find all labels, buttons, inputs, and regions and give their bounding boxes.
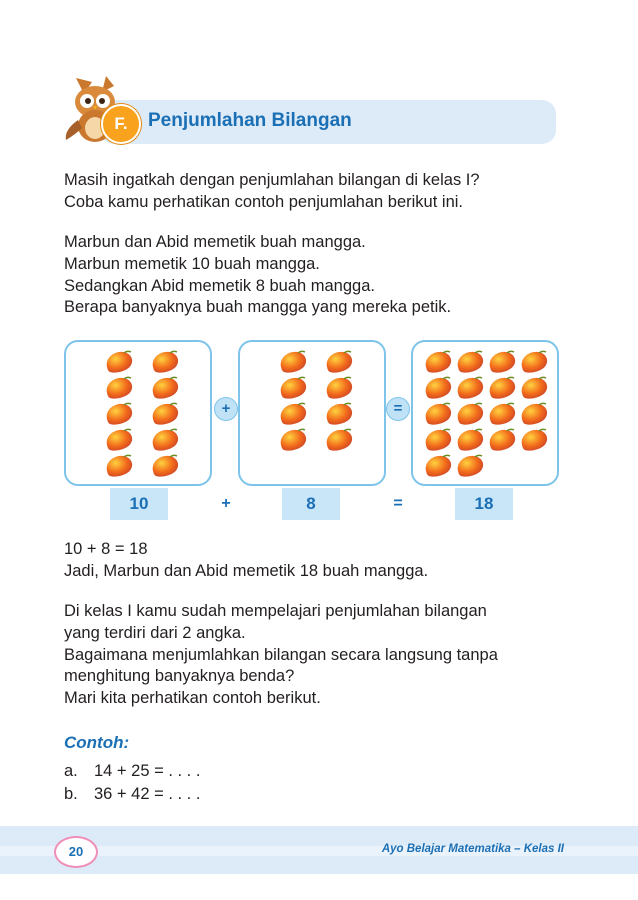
example-letter: a. <box>64 762 78 780</box>
intro-paragraph <box>64 170 480 214</box>
mango-icon <box>278 402 308 426</box>
text-line: Marbun memetik 10 buah mangga. <box>64 254 320 273</box>
mango-icon <box>278 376 308 400</box>
book-title: Ayo Belajar Matematika – Kelas II <box>381 843 564 855</box>
mango-box-total <box>411 340 559 486</box>
text-line: menghitung banyaknya benda? <box>64 667 295 686</box>
mango-icon <box>150 402 180 426</box>
mango-icon <box>423 376 453 400</box>
examples-list <box>64 760 200 806</box>
explain-paragraph <box>64 601 498 710</box>
mango-icon <box>104 376 134 400</box>
mango-icon <box>423 402 453 426</box>
mango-icon <box>104 428 134 452</box>
text-line: Masih ingatkah dengan penjumlahan bilangan di kelas I? <box>64 171 480 189</box>
example-item <box>64 760 200 783</box>
mango-icon <box>278 350 308 374</box>
count-label-plus: + <box>221 495 231 512</box>
mango-icon <box>455 376 485 400</box>
mango-icon <box>519 376 549 400</box>
mango-icon <box>150 350 180 374</box>
section-badge: F. <box>101 104 141 144</box>
mango-icon <box>487 350 517 374</box>
count-label-equals: = <box>393 495 403 512</box>
mango-box-marbun <box>64 340 212 486</box>
text-line: yang terdiri dari 2 angka. <box>64 623 246 642</box>
mango-icon <box>455 454 485 478</box>
mango-icon <box>423 350 453 374</box>
text-line: Sedangkan Abid memetik 8 buah mangga. <box>64 276 375 295</box>
text-line: Di kelas I kamu sudah mempelajari penjumlahan bilangan <box>64 602 487 620</box>
mango-icon <box>455 350 485 374</box>
mango-icon <box>423 454 453 478</box>
mango-icon <box>104 454 134 478</box>
count-label-second: 8 <box>282 488 340 520</box>
section-title: Penjumlahan Bilangan <box>148 110 352 131</box>
mango-icon <box>150 376 180 400</box>
text-line: Bagaimana menjumlahkan bilangan secara langsung tanpa <box>64 645 498 664</box>
example-item <box>64 783 200 806</box>
mango-icon <box>519 350 549 374</box>
mango-icon <box>324 402 354 426</box>
mango-icon <box>150 428 180 452</box>
result-paragraph <box>64 539 428 583</box>
mango-icon <box>455 402 485 426</box>
mango-group <box>413 342 557 484</box>
example-letter: b. <box>64 785 78 803</box>
mango-icon <box>324 428 354 452</box>
mango-icon <box>278 428 308 452</box>
story-paragraph <box>64 232 451 319</box>
mango-icon <box>150 454 180 478</box>
mango-icon <box>455 428 485 452</box>
mango-icon <box>487 376 517 400</box>
text-line: Berapa banyaknya buah mangga yang mereka petik. <box>64 298 452 317</box>
text-line: Coba kamu perhatikan contoh penjumlahan berikut ini. <box>64 192 463 211</box>
mango-group <box>240 342 384 484</box>
mango-icon <box>104 350 134 374</box>
count-label-first: 10 <box>110 488 168 520</box>
page-number: 20 <box>54 836 98 868</box>
example-expression: 36 + 42 = . . . . <box>94 785 201 803</box>
example-expression: 14 + 25 = . . . . <box>94 762 201 780</box>
mango-icon <box>487 402 517 426</box>
text-line: Marbun dan Abid memetik buah mangga. <box>64 233 366 251</box>
text-line: 10 + 8 = 18 <box>64 540 148 558</box>
mango-icon <box>423 428 453 452</box>
mango-group <box>66 342 210 484</box>
mango-icon <box>487 428 517 452</box>
plus-circle: + <box>214 397 238 421</box>
mango-box-abid <box>238 340 386 486</box>
mango-icon <box>104 402 134 426</box>
mango-icon <box>324 350 354 374</box>
mango-icon <box>324 376 354 400</box>
text-line: Mari kita perhatikan contoh berikut. <box>64 689 321 708</box>
examples-heading: Contoh: <box>64 733 130 752</box>
count-label-sum: 18 <box>455 488 513 520</box>
text-line: Jadi, Marbun dan Abid memetik 18 buah mangga. <box>64 561 429 580</box>
mango-icon <box>519 428 549 452</box>
mango-icon <box>519 402 549 426</box>
equals-circle: = <box>386 397 410 421</box>
